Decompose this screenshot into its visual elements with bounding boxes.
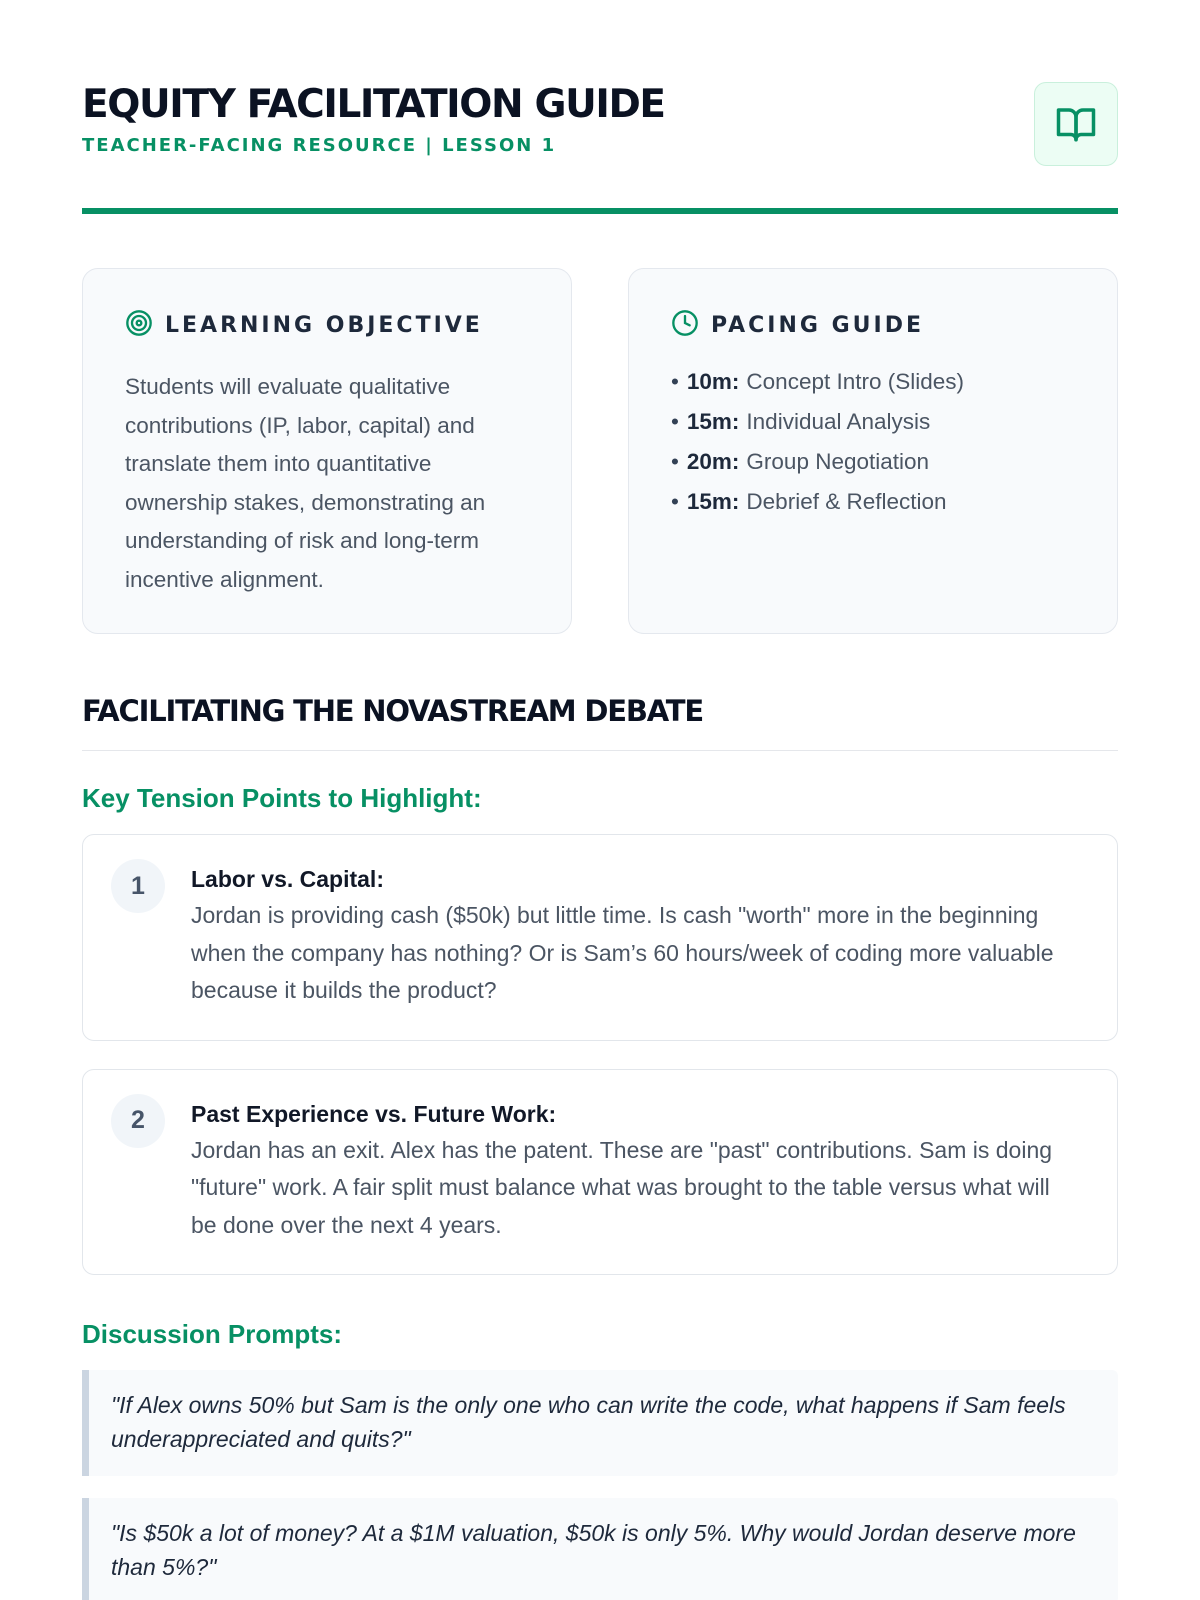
tension-point [82, 834, 1118, 1041]
discussion-prompt: "If Alex owns 50% but Sam is the only one who can write the code, what happens if Sam feels underappreciated and quits?" [82, 1370, 1118, 1476]
pacing-item: • 15m: Debrief & Reflection [671, 482, 1075, 522]
point-title: Labor vs. Capital: [191, 866, 384, 892]
point-title: Past Experience vs. Future Work: [191, 1100, 557, 1127]
pacing-activity: Individual Analysis [746, 409, 931, 434]
pacing-duration: 15m: [686, 489, 740, 514]
overview-cards [82, 268, 1118, 634]
pacing-activity: Group Negotiation [746, 449, 930, 474]
page-header [82, 0, 1118, 214]
tension-point [82, 1069, 1118, 1276]
tension-points-heading: Key Tension Points to Highlight: [82, 783, 482, 813]
page-subtitle: TEACHER-FACING RESOURCE | LESSON 1 [82, 134, 557, 156]
pacing-activity: Concept Intro (Slides) [746, 369, 965, 394]
pacing-duration: 15m: [686, 409, 740, 434]
target-icon [125, 309, 153, 342]
point-content [191, 1094, 1073, 1245]
pacing-activity: Debrief & Reflection [746, 489, 947, 514]
pacing-item: • 10m: Concept Intro (Slides) [671, 362, 1075, 402]
learning-objective-header [125, 309, 529, 342]
learning-objective-title: LEARNING OBJECTIVE [165, 313, 483, 338]
pacing-item: • 20m: Group Negotiation [671, 442, 1075, 482]
point-number-badge: 1 [111, 859, 165, 913]
learning-objective-text: Students will evaluate qualitative contributions (IP, labor, capital) and translate them into quantitative ownership stakes, demonstrating an understanding of risk and long-term incentive alignment. [125, 374, 486, 592]
discussion-prompt: "Is $50k a lot of money? At a $1M valuation, $50k is only 5%. Why would Jordan deserve more than 5%?" [82, 1498, 1118, 1600]
discussion-prompts-heading: Discussion Prompts: [82, 1319, 343, 1349]
pacing-duration: 20m: [686, 449, 740, 474]
pacing-guide-title: PACING GUIDE [711, 313, 924, 338]
point-text: Jordan is providing cash ($50k) but little time. Is cash "worth" more in the beginning when the company has nothing? Or is Sam’s 60 hours/week of coding more valuable because it builds the product? [191, 902, 1054, 1003]
point-content [191, 859, 1073, 1010]
book-open-icon [1034, 82, 1118, 166]
pacing-guide-header [671, 309, 1075, 342]
page-title: EQUITY FACILITATION GUIDE [82, 82, 665, 127]
point-number-badge: 2 [111, 1094, 165, 1148]
pacing-list [671, 362, 1075, 522]
pacing-duration: 10m: [686, 369, 740, 394]
pacing-guide-card [628, 268, 1118, 634]
clock-icon [671, 309, 699, 342]
point-text: Jordan has an exit. Alex has the patent. These are "past" contributions. Sam is doing "future" work. A fair split must balance what was brought to the table versus what will be done over the next 4 years. [191, 1136, 1053, 1238]
section-title: FACILITATING THE NOVASTREAM DEBATE [82, 694, 1118, 751]
learning-objective-card [82, 268, 572, 634]
pacing-item: • 15m: Individual Analysis [671, 402, 1075, 442]
